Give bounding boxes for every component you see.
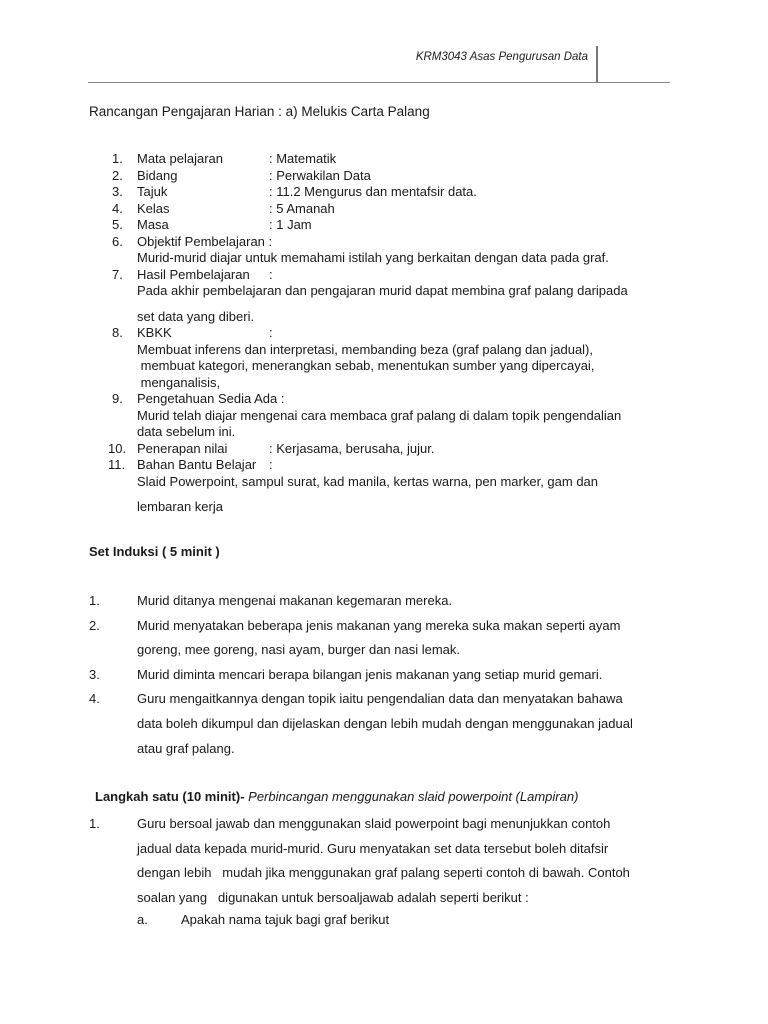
list-item [0, 184, 768, 201]
list-item [0, 589, 768, 614]
item-line: Murid ditanya mengenai makanan kegemaran mereka. [137, 593, 453, 608]
item-number: 6. [112, 233, 123, 249]
section-title-langkah-satu [95, 789, 578, 804]
item-description: Murid telah diajar mengenai cara membaca graf palang di dalam topik pengendalian [137, 407, 622, 423]
item-number: 1. [89, 816, 100, 831]
item-number: 1. [89, 593, 100, 608]
item-value: : 11.2 Mengurus dan mentafsir data. [269, 184, 477, 199]
item-description: Membuat inferens dan interpretasi, membanding beza (graf palang dan jadual), [137, 341, 593, 357]
item-line: Guru bersoal jawab dan menggunakan slaid powerpoint bagi menunjukkan contoh [137, 816, 611, 831]
list-item [0, 441, 768, 458]
item-label: Bahan Bantu Belajar [137, 457, 257, 472]
item-line: jadual data kepada murid-murid. Guru menyatakan set data tersebut boleh ditafsir [137, 840, 609, 856]
item-line: data boleh dikumpul dan dijelaskan dengan lebih mudah dengan menggunakan jadual [137, 715, 633, 731]
item-description: data sebelum ini. [137, 424, 236, 439]
list-item [0, 614, 768, 663]
item-description: menganalisis, [137, 374, 221, 390]
item-number: 7. [112, 266, 123, 282]
page-title: Rancangan Pengajaran Harian : a) Melukis Carta Palang [89, 104, 430, 119]
item-label: KBKK [137, 325, 172, 340]
list-item [0, 234, 768, 267]
sub-question-letter: a. [137, 912, 148, 927]
item-number: 2. [112, 167, 123, 183]
item-number: 11. [108, 457, 126, 472]
item-line: Murid menyatakan beberapa jenis makanan yang mereka suka makan seperti ayam [137, 617, 621, 633]
list-item [0, 325, 768, 391]
item-label: Mata pelajaran [137, 151, 223, 166]
lesson-plan-list [0, 151, 768, 516]
list-item [0, 217, 768, 234]
list-item [0, 201, 768, 218]
item-number: 3. [112, 184, 123, 199]
item-number: 10. [108, 440, 127, 456]
item-number: 8. [112, 325, 123, 340]
header-rule [88, 82, 670, 83]
sub-question-text: Apakah nama tajuk bagi graf berikut [181, 912, 390, 927]
list-item [0, 457, 768, 516]
item-number: 5. [112, 217, 123, 232]
list-item [0, 267, 768, 326]
item-label: Kelas [137, 200, 170, 216]
set-induksi-list [0, 589, 768, 761]
item-description: set data yang diberi. [137, 308, 255, 324]
item-value: : Kerjasama, berusaha, jujur. [269, 440, 435, 456]
item-line: atau graf palang. [137, 740, 235, 756]
item-description: Murid-murid diajar untuk memahami istilah yang berkaitan dengan data pada graf. [137, 250, 609, 265]
item-value: : 5 Amanah [269, 200, 335, 216]
langkah-satu-list [0, 812, 768, 910]
item-label: Bidang [137, 167, 178, 183]
item-description: Pada akhir pembelajaran dan pengajaran murid dapat membina graf palang daripada [137, 283, 628, 298]
list-item [0, 168, 768, 185]
item-number: 4. [112, 200, 123, 216]
item-number: 2. [89, 617, 100, 633]
item-description: membuat kategori, menerangkan sebab, menentukan sumber yang dipercayai, [137, 358, 595, 373]
header-course-code: KRM3043 Asas Pengurusan Data [415, 51, 588, 63]
header-divider-vertical [596, 46, 598, 82]
item-number: 1. [112, 151, 123, 166]
item-label: Tajuk [137, 184, 168, 199]
item-label: Objektif Pembelajaran : [137, 233, 273, 249]
item-line: dengan lebih mudah jika menggunakan graf palang seperti contoh di bawah. Contoh [137, 865, 630, 881]
item-label: Pengetahuan Sedia Ada : [137, 391, 285, 406]
item-line: Murid diminta mencari berapa bilangan jenis makanan yang setiap murid gemari. [137, 666, 603, 682]
item-label: Penerapan nilai [137, 440, 228, 456]
list-item [0, 663, 768, 688]
item-value: : [269, 325, 273, 340]
item-number: 3. [89, 666, 100, 682]
list-item [0, 151, 768, 168]
item-value: : Perwakilan Data [269, 167, 371, 183]
list-item [0, 391, 768, 441]
item-label: Hasil Pembelajaran [137, 266, 250, 282]
step-title-italic: Perbincangan menggunakan slaid powerpoint (Lampiran) [244, 789, 579, 804]
item-value: : [269, 457, 273, 472]
item-description: lembaran kerja [137, 499, 223, 514]
list-item [0, 687, 768, 761]
item-line: goreng, mee goreng, nasi ayam, burger dan nasi lemak. [137, 642, 461, 658]
item-label: Masa [137, 217, 169, 232]
item-description: Slaid Powerpoint, sampul surat, kad manila, kertas warna, pen marker, gam dan [137, 473, 599, 489]
section-title-set-induksi: Set Induksi ( 5 minit ) [89, 544, 220, 559]
item-line: soalan yang digunakan untuk bersoaljawab adalah seperti berikut : [137, 889, 529, 905]
item-line: Guru mengaitkannya dengan topik iaitu pengendalian data dan menyatakan bahawa [137, 691, 623, 707]
item-value: : Matematik [269, 151, 337, 166]
item-value: : [269, 266, 273, 282]
step-title-bold: Langkah satu (10 minit)- [95, 789, 245, 804]
item-number: 9. [112, 391, 123, 406]
item-value: : 1 Jam [269, 217, 312, 232]
item-number: 4. [89, 691, 100, 707]
